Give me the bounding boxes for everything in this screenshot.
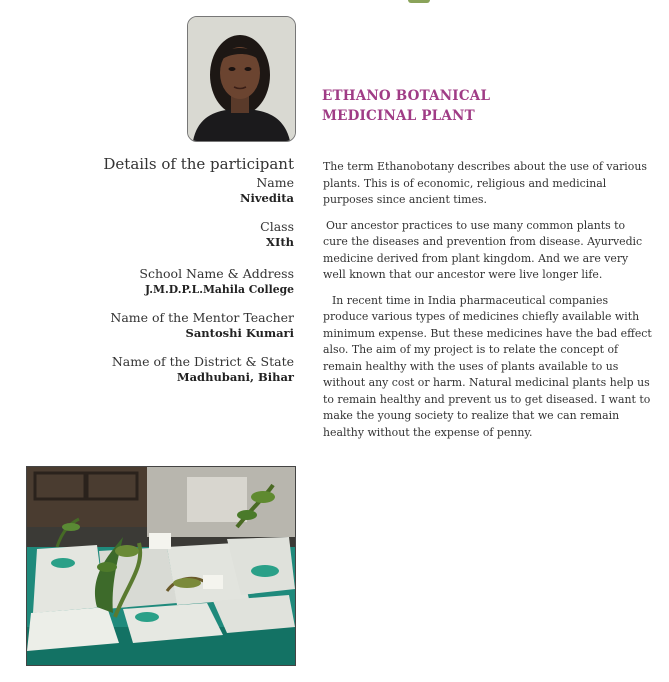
district-value: Madhubani, Bihar bbox=[176, 370, 294, 384]
school-value: J.M.D.P.L.Mahila College bbox=[145, 283, 294, 296]
name-label: Name bbox=[256, 175, 294, 190]
body-paragraph-2: Our ancestor practices to use many common plants to cure the diseases and prevention from disease. Ayurvedic medicine derived from plant kingdom. And we are very well known that our ancestor were live longer life. bbox=[323, 218, 643, 281]
title-line-2: MEDICINAL PLANT bbox=[322, 108, 475, 124]
body-paragraph-3: In recent time in India pharmaceutical companies produce various types of medicines chiefly available with minimum expense. But these medicines have the bad effect also. The aim of my project is to relate the concept of remain healthy with the uses of plants available to us without any cost or harm. Natural medicinal plants help us to remain healthy and prevent us to get diseased. I want to make the young society to realize that we can remain healthy without the expense of penny. bbox=[323, 293, 652, 439]
mentor-value: Santoshi Kumari bbox=[185, 326, 294, 340]
field-class bbox=[103, 219, 294, 250]
exhibit-photo bbox=[26, 466, 296, 666]
school-label: School Name & Address bbox=[139, 266, 294, 281]
field-district bbox=[103, 354, 294, 385]
details-heading: Details of the participant bbox=[103, 155, 294, 173]
top-decoration bbox=[408, 0, 430, 3]
field-school bbox=[103, 266, 294, 297]
name-value: Nivedita bbox=[239, 191, 294, 205]
mentor-label: Name of the Mentor Teacher bbox=[110, 310, 294, 325]
class-label: Class bbox=[260, 219, 294, 234]
article-title bbox=[322, 86, 490, 126]
class-value: XIth bbox=[266, 235, 294, 249]
district-label: Name of the District & State bbox=[111, 354, 294, 369]
exhibit-photo-icon bbox=[27, 467, 295, 665]
article-body bbox=[323, 159, 653, 441]
field-name bbox=[103, 175, 294, 206]
field-mentor bbox=[103, 310, 294, 341]
portrait-photo-icon bbox=[188, 17, 295, 141]
body-paragraph-1: The term Ethanobotany describes about the use of various plants. This is of economic, religious and medicinal purposes since ancient times. bbox=[323, 160, 647, 206]
participant-photo bbox=[187, 16, 296, 142]
participant-details bbox=[103, 155, 294, 385]
title-line-1: ETHANO BOTANICAL bbox=[322, 88, 491, 104]
